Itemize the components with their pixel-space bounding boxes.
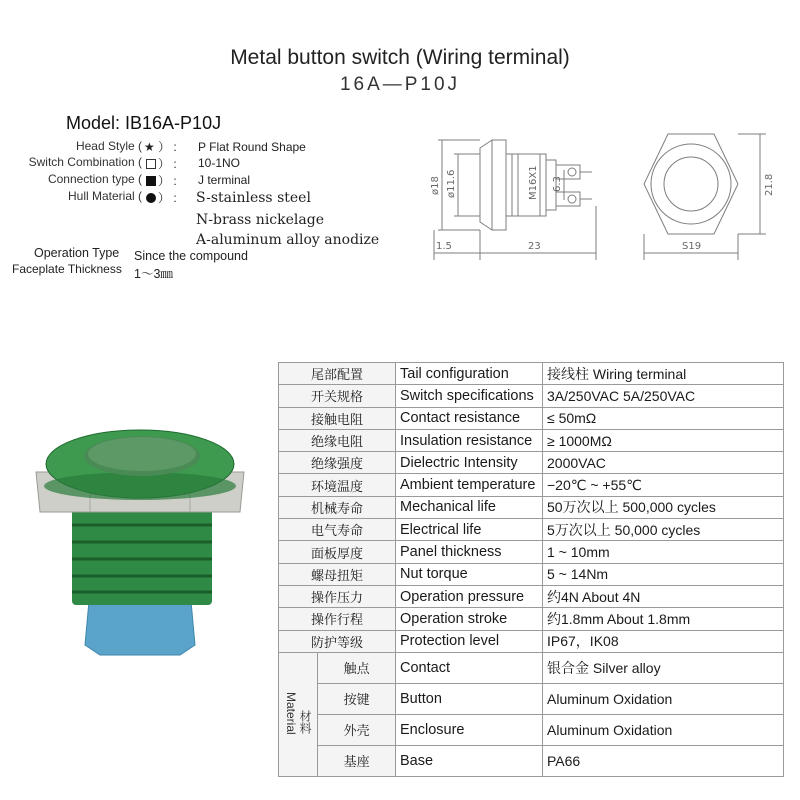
operation-type-label: Operation Type — [34, 246, 120, 260]
cell-en: Ambient temperature — [396, 474, 543, 496]
dim-s19: S19 — [682, 241, 702, 252]
cell-en: Switch specifications — [396, 385, 543, 407]
cell-value: 约4N About 4N — [543, 585, 784, 607]
dim-l23: 23 — [528, 241, 541, 252]
dim-h218: 21.8 — [764, 173, 775, 196]
material-label-en: Material — [284, 691, 299, 735]
cell-en: Electrical life — [396, 519, 543, 541]
table-row-material — [279, 652, 784, 683]
cell-en: Insulation resistance — [396, 429, 543, 451]
cell-cn: 开关规格 — [279, 385, 396, 407]
table-row-material — [279, 745, 784, 776]
spec-label-hull-material: Hull Material ( — [67, 189, 142, 203]
cell-value: ≥ 1000MΩ — [543, 429, 784, 451]
cell-value: Aluminum Oxidation — [543, 714, 784, 745]
table-row — [279, 429, 784, 451]
table-row — [279, 474, 784, 496]
model-number: Model: IB16A-P10J — [66, 113, 222, 133]
spec-value-head-style: P Flat Round Shape — [198, 140, 306, 154]
page-subtitle: 16A—P10J — [339, 74, 461, 95]
hull-option-aluminum: A-aluminum alloy anodize — [196, 232, 380, 248]
dim-m16: M16X1 — [528, 165, 539, 200]
dim-d63: 6.3 — [552, 176, 563, 192]
cell-cn: 接触电阻 — [279, 407, 396, 429]
cell-en: Enclosure — [396, 714, 543, 745]
star-icon: ★ ） : — [144, 140, 177, 154]
cell-en: Nut torque — [396, 563, 543, 585]
cell-cn: 尾部配置 — [279, 363, 396, 385]
spec-label-connection-type: Connection type ( — [47, 172, 142, 186]
cell-value: 接线柱 Wiring terminal — [543, 363, 784, 385]
hull-option-brass: N-brass nickelage — [196, 212, 324, 228]
spec-label-switch-combination: Switch Combination ( — [28, 155, 142, 169]
circle-filled-icon: ） : — [144, 189, 177, 206]
cell-value: −20℃ ~ +55℃ — [543, 474, 784, 496]
cell-cn: 电气寿命 — [279, 519, 396, 541]
cell-value: PA66 — [543, 745, 784, 776]
table-row — [279, 630, 784, 652]
spec-value-connection-type: J terminal — [198, 173, 251, 187]
spec-value-switch-combination: 10-1NO — [198, 156, 241, 170]
cell-cn: 按键 — [318, 683, 396, 714]
cell-en: Operation pressure — [396, 585, 543, 607]
cell-en: Dielectric Intensity — [396, 452, 543, 474]
operation-type-value: Since the compound — [134, 249, 248, 263]
cell-en: Button — [396, 683, 543, 714]
cell-cn: 基座 — [318, 745, 396, 776]
cell-cn: 触点 — [318, 652, 396, 683]
table-row — [279, 496, 784, 518]
table-row — [279, 363, 784, 385]
cell-value: 1 ~ 10mm — [543, 541, 784, 563]
table-row — [279, 407, 784, 429]
cell-en: Panel thickness — [396, 541, 543, 563]
material-group-label — [279, 652, 318, 776]
table-row — [279, 608, 784, 630]
dim-l15: 1.5 — [436, 241, 452, 252]
cell-cn: 操作行程 — [279, 608, 396, 630]
technical-drawing — [420, 120, 780, 270]
page-title: Metal button switch (Wiring terminal) — [230, 46, 570, 69]
square-filled-icon: ） : — [144, 172, 177, 189]
cell-cn: 环境温度 — [279, 474, 396, 496]
table-row — [279, 585, 784, 607]
cell-en: Contact resistance — [396, 407, 543, 429]
table-row-material — [279, 714, 784, 745]
cell-value: ≤ 50mΩ — [543, 407, 784, 429]
cell-value: IP67，IK08 — [543, 630, 784, 652]
square-open-icon: ） : — [144, 155, 177, 172]
cell-value: 3A/250VAC 5A/250VAC — [543, 385, 784, 407]
cell-value: 银合金 Silver alloy — [543, 652, 784, 683]
cell-value: 50万次以上 500,000 cycles — [543, 496, 784, 518]
cell-cn: 绝缘电阻 — [279, 429, 396, 451]
spec-label-head-style: Head Style ( — [75, 139, 142, 153]
cell-value: 5万次以上 50,000 cycles — [543, 519, 784, 541]
cell-cn: 螺母扭矩 — [279, 563, 396, 585]
table-row — [279, 452, 784, 474]
cell-en: Operation stroke — [396, 608, 543, 630]
cell-value: Aluminum Oxidation — [543, 683, 784, 714]
table-row — [279, 563, 784, 585]
spec-table — [278, 362, 784, 777]
table-row — [279, 385, 784, 407]
dim-d116: ø11.6 — [446, 169, 457, 198]
cell-en: Protection level — [396, 630, 543, 652]
cell-value: 5 ~ 14Nm — [543, 563, 784, 585]
product-photo — [30, 420, 250, 660]
material-label-cn: 材料 — [298, 710, 313, 735]
dim-d18: ø18 — [430, 176, 441, 195]
faceplate-thickness-value: 1～3㎜ — [134, 267, 173, 281]
spec-value-hull-material: S-stainless steel — [196, 190, 311, 206]
cell-value: 约1.8mm About 1.8mm — [543, 608, 784, 630]
cell-en: Mechanical life — [396, 496, 543, 518]
cell-cn: 绝缘强度 — [279, 452, 396, 474]
cell-value: 2000VAC — [543, 452, 784, 474]
cell-cn: 机械寿命 — [279, 496, 396, 518]
table-row — [279, 519, 784, 541]
table-row — [279, 541, 784, 563]
cell-cn: 面板厚度 — [279, 541, 396, 563]
cell-en: Tail configuration — [396, 363, 543, 385]
faceplate-thickness-label: Faceplate Thickness — [12, 262, 122, 276]
cell-cn: 操作压力 — [279, 585, 396, 607]
cell-en: Base — [396, 745, 543, 776]
cell-cn: 防护等级 — [279, 630, 396, 652]
table-row-material — [279, 683, 784, 714]
cell-en: Contact — [396, 652, 543, 683]
cell-cn: 外壳 — [318, 714, 396, 745]
